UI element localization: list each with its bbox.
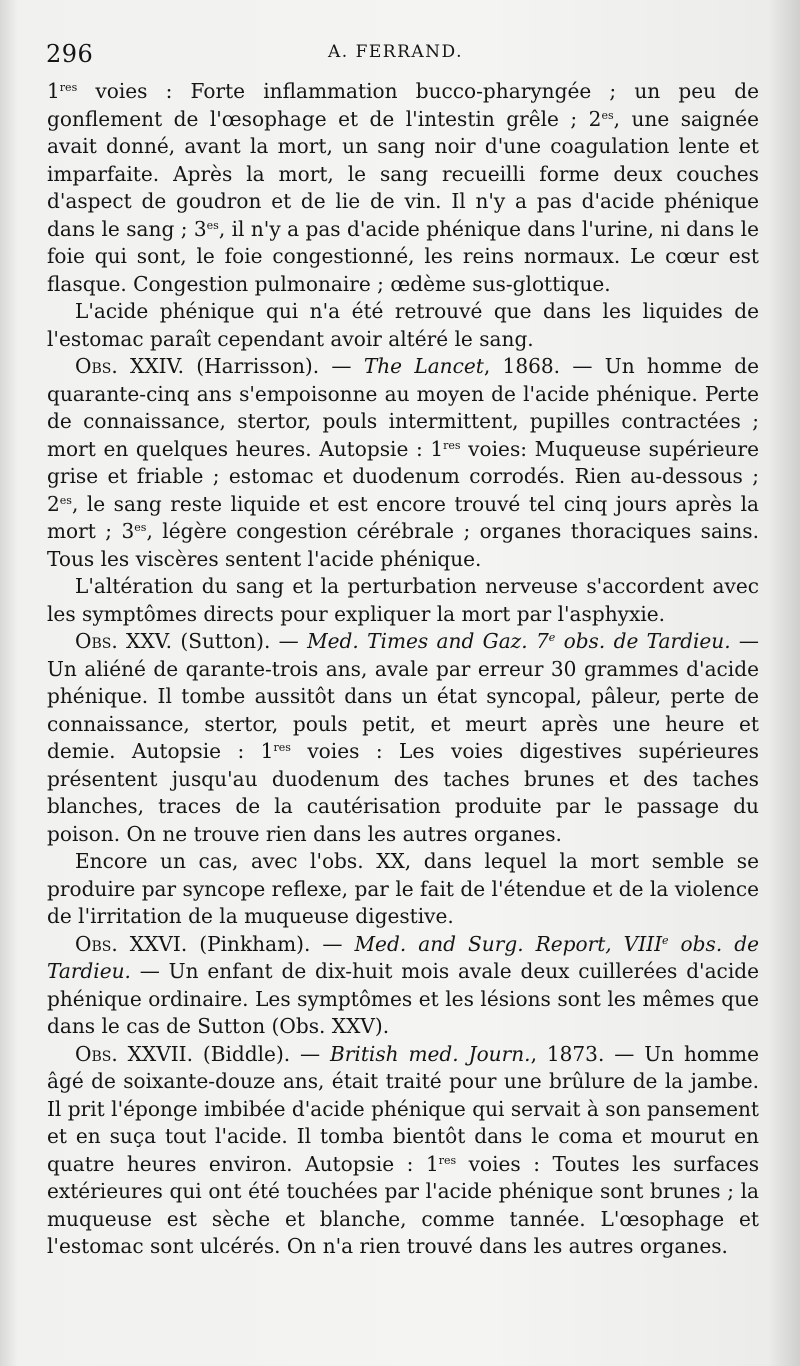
paragraph-obs-xxv bbox=[47, 628, 759, 848]
ordinal-number: 1 bbox=[47, 79, 60, 103]
ordinal-suffix: e bbox=[662, 933, 669, 947]
ordinal-suffix: res bbox=[59, 81, 78, 94]
paragraph-text: , il n'y a pas d'acide phénique dans l'urine, ni dans le foie qui sont, le foie congestionné, les reins normaux. Le cœur est flasque. Congestion pulmonaire ; œdème sus-glottique. bbox=[47, 216, 759, 296]
citation-text: Med. and Surg. Report, VIII bbox=[354, 931, 663, 956]
paragraph-text: — Un enfant de dix-huit mois avale deux cuillerées d'acide phénique ordinaire. Les symptômes et les lésions sont les mêmes que dans le cas de Sutton (Obs. XXV). bbox=[47, 959, 759, 1038]
citation-title bbox=[307, 629, 731, 653]
paragraph-comment-3 bbox=[47, 848, 759, 931]
citation-title: The Lancet bbox=[363, 354, 484, 378]
paragraph-text: L'acide phénique qui n'a été retrouvé que dans les liquides de l'estomac paraît cependant avoir altéré le sang. bbox=[47, 299, 759, 351]
running-head: A. FERRAND. bbox=[328, 42, 463, 62]
paragraph-text: (Harrisson). — bbox=[183, 354, 364, 378]
paragraph-text: (Sutton). — bbox=[172, 629, 308, 653]
paragraph-obs-xxvi bbox=[47, 931, 759, 1041]
paragraph-text: voies : Les voies digestives supérieures présentent jusqu'au duodenum des taches brunes et des taches blanches, traces de la cautérisation produite par le passage du poison. On ne trouve rien dans les autres organes. bbox=[47, 739, 759, 846]
ordinal-suffix: es bbox=[206, 218, 219, 232]
page-header bbox=[46, 40, 760, 74]
paragraph-text: voies: Muqueuse supérieure grise et friable ; estomac et duodenum corrodés. Rien au-dessous ; 2 bbox=[47, 436, 759, 516]
observation-label: Obs. XXIV. bbox=[75, 354, 184, 378]
observation-label: Obs. XXVII. bbox=[75, 1041, 193, 1066]
paragraph-text: Encore un cas, avec l'obs. XX, dans lequel la mort semble se produire par syncope reflexe, par le fait de l'étendue et de la violence de l'irritation de la muqueuse digestive. bbox=[47, 849, 759, 928]
citation-text: obs. de Tardieu. bbox=[555, 629, 731, 653]
paragraph-text: (Biddle). — bbox=[193, 1041, 331, 1066]
paragraph-text: , 1868. — Un homme de quarante-cinq ans s'empoisonne au moyen de l'acide phénique. Perte de connaissance, stertor, pouls intermittent, pupilles contractées ; mort en quelques heures. Autopsie : 1 bbox=[47, 354, 760, 461]
paragraph-text: voies : Toutes les surfaces extérieures qui ont été touchées par l'acide phénique sont brunes ; la muqueuse est sèche et blanche, comme tannée. L'œsophage et l'estomac sont ulcérés. On n'a rien trouvé dans les autres organes. bbox=[47, 1151, 760, 1258]
paragraph-obs-xxvii bbox=[47, 1041, 759, 1261]
citation-title: British med. Journ. bbox=[330, 1041, 531, 1066]
paragraph-autopsy-continuation bbox=[47, 78, 759, 298]
ordinal-suffix: es bbox=[59, 493, 72, 507]
ordinal-suffix: e bbox=[548, 631, 556, 644]
ordinal-suffix: res bbox=[443, 438, 461, 452]
ordinal-suffix: res bbox=[273, 741, 291, 754]
paragraph-comment-2 bbox=[47, 573, 759, 628]
observation-label: Obs. XXV. bbox=[75, 629, 173, 653]
paragraph-text: , 1873. — Un homme âgé de soixante-douze ans, était traité pour une brûlure de la jambe. Il prit l'éponge imbibée d'acide phénique qui servait à son pansement et en suça tout l'acide. Il tomba bientôt dans le coma et mourut en quatre heures environ. Autopsie : 1 bbox=[47, 1041, 759, 1176]
paragraph-text: , le sang reste liquide et est encore trouvé tel cinq jours après la mort ; 3 bbox=[47, 491, 759, 543]
body-text bbox=[47, 78, 759, 1261]
ordinal-suffix: res bbox=[438, 1153, 457, 1167]
ordinal-suffix: es bbox=[601, 108, 614, 122]
paragraph-text: — Un aliéné de qarante-trois ans, avale par erreur 30 grammes d'acide phénique. Il tombe aussitôt dans un état syncopal, pâleur, perte de connaissance, stertor, pouls petit, et meurt après une heure et demie. Autopsie : 1 bbox=[47, 629, 760, 763]
paragraph-text: voies : Forte inflammation bucco-pharyngée ; un peu de gonflement de l'œsophage et de l'intestin grêle ; 2 bbox=[47, 79, 759, 131]
paragraph-text: , une saignée avait donné, avant la mort, un sang noir d'une coagulation lente et imparfaite. Après la mort, le sang recueilli forme deux couches d'aspect de goudron et de lie de vin. Il n'y a pas d'acide phénique dans le sang ; 3 bbox=[47, 106, 759, 241]
paragraph-obs-xxiv bbox=[47, 353, 759, 573]
paragraph-text: L'altération du sang et la perturbation nerveuse s'accordent avec les symptômes directs pour expliquer la mort par l'asphyxie. bbox=[47, 574, 759, 626]
page-number: 296 bbox=[46, 40, 94, 68]
citation-text: Med. Times and Gaz. 7 bbox=[307, 629, 549, 653]
ordinal-suffix: es bbox=[134, 521, 147, 534]
citation-text: obs. de Tardieu. bbox=[47, 931, 759, 983]
paragraph-comment-1 bbox=[47, 298, 759, 353]
observation-label: Obs. XXVI. bbox=[75, 931, 188, 956]
paragraph-text: (Pinkham). — bbox=[187, 931, 355, 956]
paragraph-text: , légère congestion cérébrale ; organes thoraciques sains. Tous les viscères sentent l'acide phénique. bbox=[47, 519, 759, 571]
